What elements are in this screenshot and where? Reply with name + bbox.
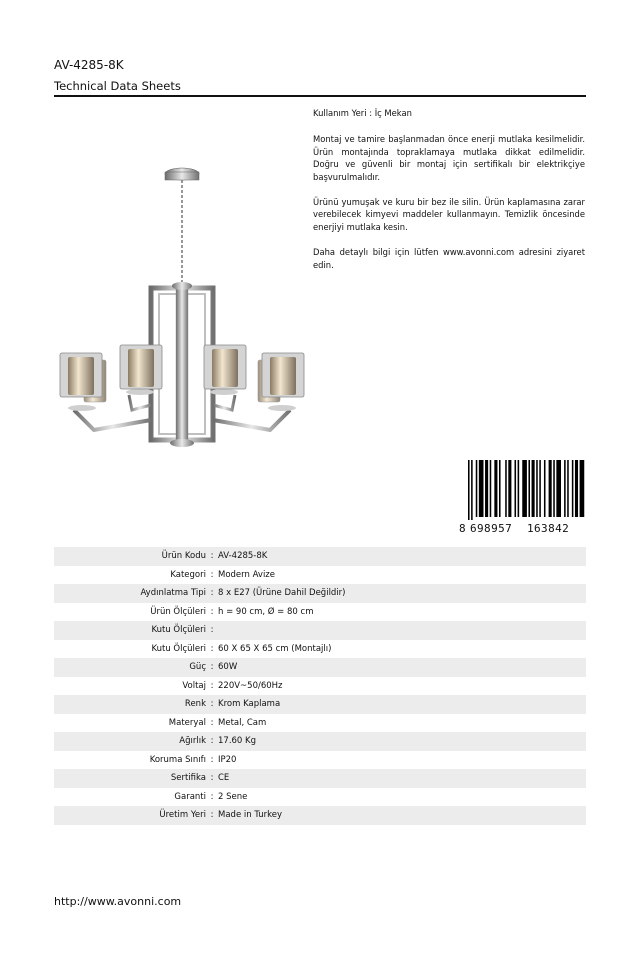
- barcode-bar: [499, 460, 501, 517]
- barcode-digits-right: 163842: [527, 522, 570, 535]
- barcode-digits-left: 698957: [470, 522, 513, 535]
- spec-label: Ürün Kodu: [161, 551, 206, 562]
- barcode-digit-first: 8: [459, 522, 467, 535]
- spec-row: [54, 547, 586, 566]
- spec-label: Üretim Yeri: [159, 810, 206, 821]
- spec-label: Aydınlatma Tipi: [140, 588, 206, 599]
- barcode-bar: [490, 460, 492, 517]
- barcode-bar: [505, 460, 507, 517]
- barcode-bars: [458, 460, 586, 520]
- footer-website-link[interactable]: http://www.avonni.com: [54, 895, 182, 908]
- barcode-bar: [476, 460, 478, 517]
- spec-label: Koruma Sınıfı: [149, 754, 206, 765]
- spec-colon: :: [210, 791, 214, 802]
- spec-value: 220V~50/60Hz: [218, 680, 283, 691]
- barcode-bar: [528, 460, 530, 517]
- barcode-bar: [468, 460, 470, 520]
- barcode-bar: [479, 460, 484, 517]
- spec-colon: :: [210, 810, 214, 821]
- spec-row: [54, 566, 586, 585]
- spec-label: Voltaj: [182, 680, 206, 691]
- spec-row: [54, 769, 586, 788]
- spec-value: h = 90 cm, Ø = 80 cm: [218, 606, 314, 617]
- spec-label: Kategori: [170, 569, 206, 580]
- barcode-bar: [544, 460, 546, 517]
- chandelier-product-image: [54, 160, 310, 460]
- barcode-bar: [564, 460, 566, 517]
- spec-value: IP20: [218, 754, 237, 765]
- spec-value: Modern Avize: [218, 569, 275, 580]
- spec-row: [54, 677, 586, 696]
- spec-colon: :: [210, 754, 214, 765]
- spec-label: Sertifika: [170, 773, 206, 784]
- website-paragraph: Daha detaylı bilgi için lütfen www.avonni.com adresini ziyaret edin.: [313, 247, 585, 270]
- barcode-bar: [556, 460, 561, 517]
- barcode-bar: [575, 460, 578, 517]
- spec-colon: :: [210, 680, 214, 691]
- spec-colon: :: [210, 717, 214, 728]
- spec-row: [54, 584, 586, 603]
- spec-label: Garanti: [174, 791, 206, 802]
- barcode-bar: [567, 460, 569, 517]
- care-paragraph: Ürünü yumuşak ve kuru bir bez ile silin. Ürün kaplamasına zarar verebilecek kimyevi maddeler kullanmayın. Temizlik öncesinde enerjiyi mutlaka kesin.: [313, 197, 585, 232]
- spec-label: Kutu Ölçüleri: [151, 625, 206, 636]
- spec-colon: :: [210, 662, 214, 673]
- spec-value: AV-4285-8K: [218, 551, 268, 562]
- spec-row: [54, 658, 586, 677]
- barcode-bar: [580, 460, 585, 517]
- safety-paragraph: Montaj ve tamire başlanmadan önce enerji mutlaka kesilmelidir. Ürün montajında topraklamaya mutlaka dikkat edilmelidir. Doğru ve güvenli bir montaj için sertifikalı bir elektrikçiye başvurulmalıdır.: [313, 134, 585, 182]
- spec-colon: :: [210, 625, 214, 636]
- spec-row: [54, 732, 586, 751]
- barcode-bar: [549, 460, 552, 517]
- spec-value: Made in Turkey: [218, 810, 282, 821]
- document-subtitle: Technical Data Sheets: [54, 79, 181, 93]
- barcode-bar: [485, 460, 488, 517]
- barcode-bar: [536, 460, 538, 517]
- spec-row: [54, 621, 586, 640]
- barcode-bar: [471, 460, 473, 520]
- spec-colon: :: [210, 643, 214, 654]
- spec-row: [54, 788, 586, 807]
- spec-table: [54, 547, 586, 825]
- header-divider: [54, 95, 586, 97]
- usage-text: Kullanım Yeri : İç Mekan: [313, 108, 412, 118]
- spec-label: Güç: [189, 662, 206, 673]
- spec-value: Metal, Cam: [218, 717, 267, 728]
- spec-label: Ağırlık: [179, 736, 206, 747]
- barcode: [458, 460, 586, 535]
- barcode-bar: [553, 460, 555, 517]
- spec-value: 60W: [218, 662, 238, 673]
- barcode-bar: [532, 460, 535, 517]
- spec-value: CE: [218, 773, 230, 784]
- spec-colon: :: [210, 699, 214, 710]
- spec-label: Materyal: [168, 717, 206, 728]
- spec-value: Krom Kaplama: [218, 699, 281, 710]
- spec-colon: :: [210, 773, 214, 784]
- info-block: [313, 107, 585, 284]
- barcode-bar: [539, 460, 541, 517]
- spec-value: 60 X 65 X 65 cm (Montajlı): [218, 643, 332, 654]
- barcode-bar: [508, 460, 511, 517]
- spec-row: [54, 751, 586, 770]
- spec-colon: :: [210, 588, 214, 599]
- spec-label: Renk: [184, 699, 206, 710]
- barcode-bar: [572, 460, 574, 517]
- barcode-bar: [518, 460, 520, 517]
- barcode-bar: [522, 460, 527, 517]
- spec-row: [54, 806, 586, 825]
- spec-row: [54, 695, 586, 714]
- spec-colon: :: [210, 551, 214, 562]
- spec-colon: :: [210, 606, 214, 617]
- spec-value: 2 Sene: [218, 791, 248, 802]
- spec-value: 8 x E27 (Ürüne Dahil Değildir): [218, 588, 346, 599]
- spec-label: Ürün Ölçüleri: [150, 606, 206, 617]
- spec-row: [54, 640, 586, 659]
- spec-colon: :: [210, 569, 214, 580]
- spec-colon: :: [210, 736, 214, 747]
- spec-value: 17.60 Kg: [218, 736, 257, 747]
- spec-row: [54, 714, 586, 733]
- spec-row: [54, 603, 586, 622]
- product-code-title: AV-4285-8K: [54, 58, 124, 72]
- barcode-bar: [494, 460, 497, 517]
- barcode-bar: [515, 460, 517, 517]
- spec-label: Kutu Ölçüleri: [151, 643, 206, 654]
